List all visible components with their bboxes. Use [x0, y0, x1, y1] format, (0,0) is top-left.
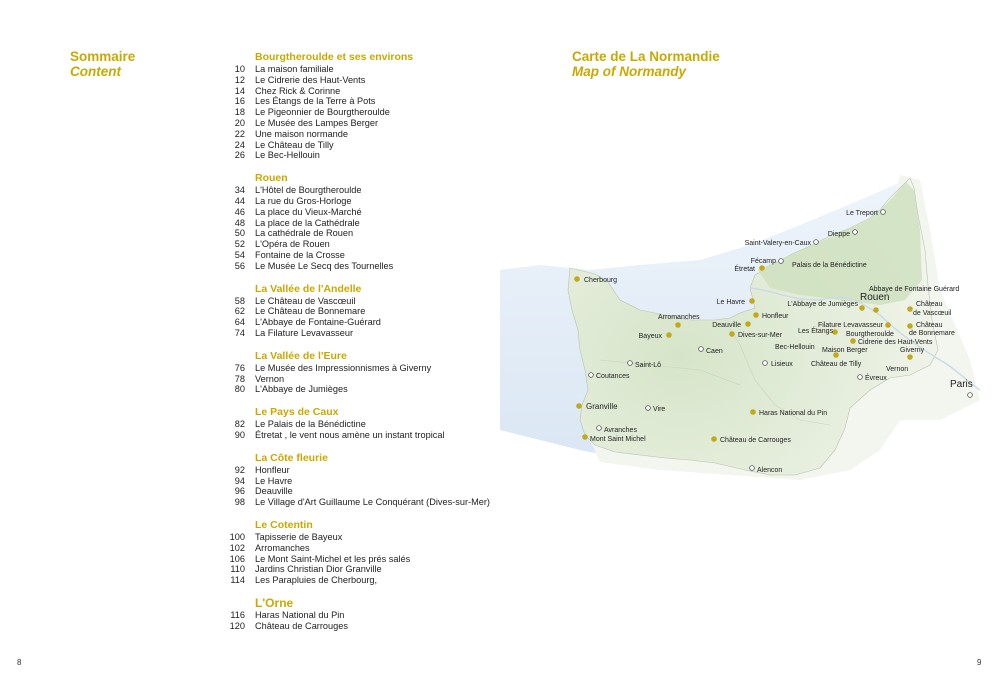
toc-entry	[226, 196, 526, 207]
toc-section	[226, 519, 526, 586]
toc-entry-label: Tapisserie de Bayeux	[255, 531, 343, 542]
toc-entry-page: 92	[234, 464, 245, 475]
page-number-left: 8	[17, 658, 22, 667]
toc-entry	[226, 486, 526, 497]
map-marker-gold	[711, 436, 717, 442]
map-marker-gold	[873, 307, 879, 313]
toc-entry	[226, 363, 526, 374]
toc-entry-page: 18	[234, 107, 245, 118]
toc-entry-page: 102	[229, 542, 245, 553]
map-place-label: Filature Levavasseur	[818, 322, 883, 329]
map-place-label: L'Abbaye de Jumièges	[787, 301, 858, 308]
toc-entry-page: 94	[234, 475, 245, 486]
toc-entry-page: 34	[234, 185, 245, 196]
toc-entry-page: 56	[234, 260, 245, 271]
toc-entry	[226, 261, 526, 272]
map-place-label: Haras National du Pin	[759, 410, 828, 417]
map-marker-city	[858, 375, 863, 380]
map-place-label: Granville	[586, 402, 618, 411]
toc-entry-page: 106	[229, 553, 245, 564]
map-marker-city	[779, 259, 784, 264]
map-place-label: Vernon	[886, 366, 909, 373]
map-place-label: Fécamp	[750, 258, 776, 265]
toc-entry-label: Le Château de Tilly	[255, 139, 334, 150]
map-place-label: Vire	[653, 406, 666, 413]
map-place-label: Saint-Lô	[635, 362, 662, 369]
map-marker-gold	[576, 403, 582, 409]
toc-entry	[226, 430, 526, 441]
toc-entry-page: 114	[230, 575, 245, 586]
toc-entry	[226, 86, 526, 97]
toc-entry-page: 12	[234, 74, 245, 85]
toc-entry-page: 16	[234, 96, 245, 107]
map-place-label: Palais de la Bénédictine	[792, 262, 867, 269]
toc-heading	[70, 49, 135, 79]
map-place-label: Bayeux	[638, 333, 662, 340]
toc-section	[226, 350, 526, 395]
toc-entry	[226, 328, 526, 339]
map-place-label: Deauville	[712, 322, 741, 329]
toc-entry-label: Le Musée Le Secq des Tournelles	[255, 260, 394, 271]
map-place-label: Bourgtheroulde	[846, 331, 894, 338]
map-marker-gold	[753, 312, 759, 318]
toc-entry	[226, 129, 526, 140]
map-place-label: Château de Tilly	[811, 361, 862, 368]
map-place-label: Coutances	[596, 373, 630, 380]
toc-entry-label: Une maison normande	[255, 128, 348, 139]
toc-entry	[226, 107, 526, 118]
map-marker-gold	[729, 331, 735, 337]
toc-section-title: La Vallée de l'Andelle	[255, 282, 362, 295]
map-place-label: Cidrerie des Haut-Vents	[858, 339, 933, 346]
map-place-label: Château	[916, 301, 943, 308]
toc-entry-page: 50	[234, 228, 245, 239]
map-place-label: Le Treport	[846, 210, 878, 217]
map-place-label: Cherbourg	[584, 277, 618, 284]
map-marker-city	[968, 393, 973, 398]
toc-entry	[226, 250, 526, 261]
toc-entry	[226, 554, 526, 565]
map-marker-city	[589, 373, 594, 378]
map-marker-city	[853, 230, 858, 235]
map-place-label: Abbaye de Fontaine Guérard	[869, 286, 960, 293]
toc-entry-label: Le Havre	[255, 475, 293, 486]
map-place-label: Maison Berger	[822, 347, 868, 354]
map-place-label: de Bonnemare	[909, 330, 955, 337]
toc-entry-page: 110	[230, 564, 245, 575]
toc-section-title: Le Pays de Caux	[255, 406, 339, 419]
toc-entry-page: 76	[234, 362, 245, 373]
map-marker-gold	[675, 322, 681, 328]
toc-entry-label: L'Hôtel de Bourgtheroulde	[255, 185, 362, 196]
toc-section	[226, 51, 526, 161]
toc-entry-page: 62	[234, 306, 245, 317]
toc-section	[226, 283, 526, 339]
map-place-label: Honfleur	[762, 313, 789, 320]
toc-entry	[226, 575, 526, 586]
toc-entry-label: Vernon	[255, 373, 285, 384]
map-marker-gold	[907, 306, 913, 312]
toc-entry	[226, 306, 526, 317]
map-marker-gold	[907, 323, 913, 329]
map-marker-gold	[850, 338, 856, 344]
map-heading-fr: Carte de La Normandie	[572, 49, 720, 64]
map-place-label: Évreux	[865, 375, 887, 382]
toc-entry	[226, 296, 526, 307]
map-marker-city	[763, 361, 768, 366]
toc-section-title: La Vallée de l'Eure	[255, 349, 347, 362]
toc-entry-label: La cathédrale de Rouen	[255, 228, 354, 239]
map-place-label: Lisieux	[771, 361, 793, 368]
toc-entry-page: 120	[229, 620, 245, 631]
toc-entry	[226, 207, 526, 218]
toc-entry-label: Le Village d'Art Guillaume Le Conquérant (Dives-sur-Mer)	[255, 497, 490, 508]
map-place-label: Dives-sur-Mer	[738, 332, 782, 339]
toc-entry	[226, 140, 526, 151]
toc-entry-label: Le Pigeonnier de Bourgtheroulde	[255, 107, 390, 118]
map-place-label: Paris	[950, 379, 973, 390]
toc-entry	[226, 564, 526, 575]
toc-entry	[226, 621, 526, 632]
toc-section-title: L'Orne	[255, 595, 294, 610]
toc-entry-label: Deauville	[255, 486, 293, 497]
toc-entry-page: 46	[234, 206, 245, 217]
toc-entry-page: 98	[234, 497, 245, 508]
map-place-label: de Vascœuil	[913, 310, 952, 317]
toc-entry-label: La place du Vieux-Marché	[255, 206, 362, 217]
toc-entry	[226, 218, 526, 229]
map-place-label: Rouen	[860, 292, 890, 303]
toc-entry	[226, 419, 526, 430]
toc-entry-label: Les Étangs de la Terre à Pots	[255, 96, 376, 107]
map-marker-gold	[582, 434, 588, 440]
toc-entry-label: Chez Rick & Corinne	[255, 85, 341, 96]
toc-section-title: Le Cotentin	[255, 518, 313, 531]
toc-entry	[226, 374, 526, 385]
toc-entry	[226, 497, 526, 508]
toc-entry	[226, 96, 526, 107]
toc-entry	[226, 317, 526, 328]
map-place-label: Étretat	[734, 266, 755, 273]
toc-entry-label: Les Parapluies de Cherbourg,	[255, 575, 378, 586]
toc-heading-en: Content	[70, 64, 121, 79]
map-marker-city	[750, 466, 755, 471]
toc-entry-page: 58	[234, 295, 245, 306]
normandy-map	[500, 170, 1000, 500]
map-marker-gold	[745, 321, 751, 327]
toc-entry	[226, 228, 526, 239]
map-marker-gold	[907, 354, 913, 360]
toc-entry-label: Le Château de Vascœuil	[255, 295, 356, 306]
toc-entry-page: 116	[230, 609, 245, 620]
map-marker-city	[699, 347, 704, 352]
map-marker-city	[646, 406, 651, 411]
toc-section	[226, 172, 526, 271]
map-place-label: Le Havre	[716, 299, 745, 306]
toc-entry-page: 82	[234, 419, 245, 430]
map-place-label: Mont Saint Michel	[590, 436, 646, 443]
toc-entry-label: Le Palais de la Bénédictine	[255, 419, 366, 430]
toc-entry	[226, 476, 526, 487]
toc-entry-page: 54	[234, 249, 245, 260]
map-place-label: Caen	[706, 348, 723, 355]
toc-entry-page: 48	[234, 217, 245, 228]
toc-entry	[226, 75, 526, 86]
toc-entry-label: L'Opéra de Rouen	[255, 239, 330, 250]
toc-entry-label: La place de la Cathédrale	[255, 217, 360, 228]
toc-entry-page: 52	[234, 239, 245, 250]
map-place-label: Avranches	[604, 427, 637, 434]
map-place-label: Saint-Valery-en-Caux	[744, 240, 811, 247]
toc-section	[226, 406, 526, 441]
toc-entry	[226, 610, 526, 621]
toc-entry	[226, 465, 526, 476]
toc-entry-label: Le Musée des Lampes Berger	[255, 117, 379, 128]
toc-entry-label: Le Mont Saint-Michel et les prés salés	[255, 553, 411, 564]
toc-entry	[226, 532, 526, 543]
page-number-right: 9	[977, 658, 982, 667]
toc-entry	[226, 118, 526, 129]
toc-entry	[226, 543, 526, 554]
toc-entry	[226, 239, 526, 250]
toc-entry-label: La maison familiale	[255, 64, 334, 74]
toc-entry-page: 20	[234, 117, 245, 128]
toc-entry-page: 96	[234, 486, 245, 497]
map-marker-gold	[749, 298, 755, 304]
toc-section-title: Bourgtheroulde et ses environs	[255, 51, 414, 63]
table-of-contents	[226, 51, 526, 642]
toc-entry-label: La rue du Gros-Horloge	[255, 195, 352, 206]
map-marker-city	[628, 361, 633, 366]
map-heading-en: Map of Normandy	[572, 64, 687, 79]
toc-entry-label: Haras National du Pin	[255, 609, 345, 620]
map-marker-gold	[859, 305, 865, 311]
map-marker-city	[597, 426, 602, 431]
toc-heading-fr: Sommaire	[70, 49, 136, 64]
toc-entry-label: Fontaine de la Crosse	[255, 249, 345, 260]
map-place-label: Les Étangs	[798, 328, 834, 335]
toc-entry	[226, 150, 526, 161]
toc-entry-label: Le Musée des Impressionnismes à Giverny	[255, 362, 432, 373]
toc-entry-label: Étretat , le vent nous amène un instant tropical	[255, 429, 445, 440]
toc-entry-label: Le Bec-Hellouin	[255, 150, 320, 161]
toc-section	[226, 452, 526, 508]
toc-entry-page: 74	[234, 327, 245, 338]
toc-entry-label: La Filature Levavasseur	[255, 327, 354, 338]
map-place-label: Château de Carrouges	[720, 437, 791, 444]
toc-section-title: La Côte fleurie	[255, 451, 328, 464]
map-place-label: Dieppe	[827, 231, 850, 238]
toc-entry-label: L'Abbaye de Jumièges	[255, 384, 348, 395]
map-place-label: Giverny	[900, 347, 925, 354]
toc-entry	[226, 384, 526, 395]
toc-entry-label: Le Cidrerie des Haut-Vents	[255, 74, 366, 85]
toc-entry-label: Le Château de Bonnemare	[255, 306, 366, 317]
map-place-label: Bec-Hellouin	[775, 344, 815, 351]
map-marker-gold	[885, 322, 891, 328]
map-marker-city	[814, 240, 819, 245]
toc-entry-page: 80	[234, 384, 245, 395]
toc-entry	[226, 185, 526, 196]
toc-entry-label: Jardins Christian Dior Granville	[255, 564, 382, 575]
map-place-label: Alencon	[757, 467, 783, 474]
toc-entry-page: 44	[234, 195, 245, 206]
toc-entry-page: 78	[234, 373, 245, 384]
map-marker-city	[881, 210, 886, 215]
toc-entry-label: Château de Carrouges	[255, 620, 348, 631]
toc-entry-label: Arromanches	[255, 542, 310, 553]
toc-entry-label: Honfleur	[255, 464, 290, 475]
toc-entry-page: 90	[234, 429, 245, 440]
toc-entry	[226, 64, 526, 75]
toc-entry-page: 10	[234, 64, 245, 74]
map-marker-gold	[750, 409, 756, 415]
map-marker-gold	[759, 265, 765, 271]
toc-entry-label: L'Abbaye de Fontaine-Guérard	[255, 317, 381, 328]
map-place-label: Château	[916, 322, 943, 329]
toc-section-title: Rouen	[255, 172, 288, 185]
toc-entry-page: 14	[234, 85, 245, 96]
toc-entry-page: 24	[234, 139, 245, 150]
toc-entry-page: 100	[229, 531, 245, 542]
toc-entry-page: 26	[234, 150, 245, 161]
map-marker-gold	[832, 329, 838, 335]
map-heading	[572, 49, 720, 79]
map-marker-gold	[574, 276, 580, 282]
map-marker-gold	[666, 332, 672, 338]
map-place-label: Arromanches	[658, 314, 700, 321]
toc-section	[226, 597, 526, 632]
toc-entry-page: 22	[234, 128, 245, 139]
toc-entry-page: 64	[234, 317, 245, 328]
